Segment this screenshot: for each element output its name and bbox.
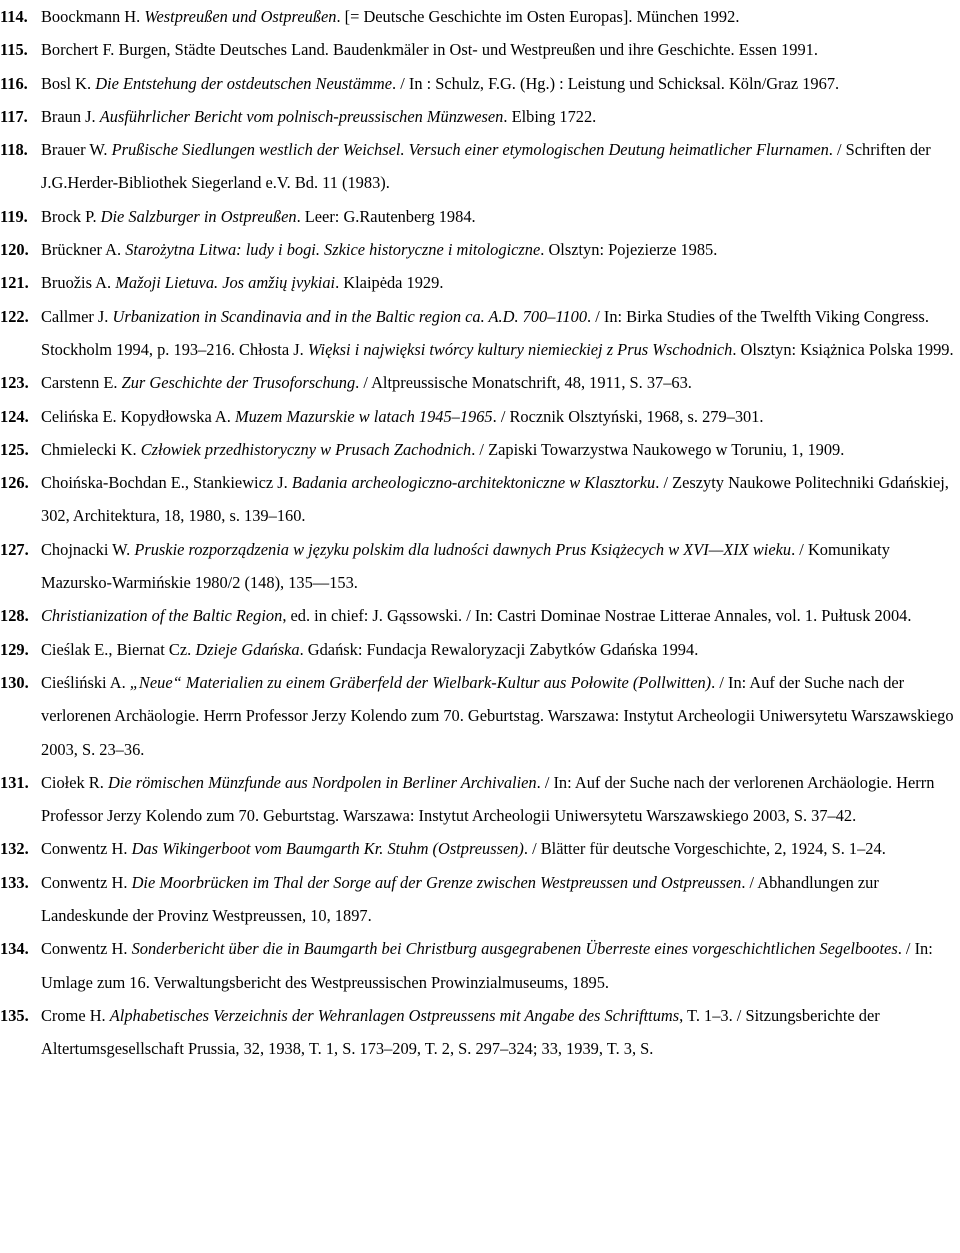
entry-text: Chojnacki W.	[41, 539, 135, 559]
entry-title: Człowiek przedhistoryczny w Prusach Zachodnich	[140, 439, 472, 459]
entry-text: . Olsztyn: Pojezierze 1985.	[540, 240, 718, 260]
bibliography-entry	[0, 266, 960, 299]
entry-text: . Elbing 1722.	[503, 106, 597, 126]
entry-number: 122.	[0, 306, 29, 326]
entry-number: 130.	[0, 672, 29, 692]
entry-text: Brock P.	[41, 206, 101, 226]
entry-text: . / In : Schulz, F.G. (Hg.) : Leistung und Schicksal. Köln/Graz 1967.	[392, 73, 840, 93]
entry-text: Conwentz H.	[41, 872, 132, 892]
entry-number: 120.	[0, 240, 29, 260]
entry-text: , ed. in chief: J. Gąssowski. / In: Castri Dominae Nostrae Litterae Annales, vol. 1. Pułtusk 2004.	[282, 606, 912, 626]
entry-title: Westpreußen und Ostpreußen	[144, 7, 337, 26]
bibliography-entry	[0, 100, 960, 133]
entry-number: 127.	[0, 539, 29, 559]
entry-text: Conwentz H.	[41, 939, 132, 959]
entry-title: Das Wikingerboot vom Baumgarth Kr. Stuhm (Ostpreussen)	[131, 839, 524, 859]
entry-number: 132.	[0, 839, 29, 859]
bibliography-entry	[0, 633, 960, 666]
entry-text: Crome H.	[41, 1005, 110, 1025]
bibliography-entry	[0, 400, 960, 433]
entry-title: Starożytna Litwa: ludy i bogi. Szkice historyczne i mitologiczne	[125, 240, 541, 260]
entry-title: Alphabetisches Verzeichnis der Wehranlagen Ostpreussens mit Angabe des Schrifttums	[109, 1005, 680, 1025]
entry-number: 119.	[0, 206, 28, 226]
entry-title: Prußische Siedlungen westlich der Weichsel. Versuch einer etymologischen Deutung heimatlicher Flurnamen	[111, 140, 829, 160]
entry-text: Bruožis A.	[41, 273, 116, 293]
entry-text: . / In: Umlage zum 16. Verwaltungsbericht des Westpreussischen Prowinzialmuseums, 1895.	[41, 939, 933, 992]
entry-text: Carstenn E.	[41, 373, 122, 393]
bibliography-entry	[0, 999, 960, 1066]
entry-title: Die Salzburger in Ostpreußen	[100, 206, 297, 226]
bibliography-entry	[0, 133, 960, 200]
bibliography-entry	[0, 666, 960, 766]
entry-title: Christianization of the Baltic Region	[41, 606, 283, 626]
bibliography-entry	[0, 300, 960, 367]
entry-text: Choińska-Bochdan E., Stankiewicz J.	[41, 473, 292, 493]
entry-text: . Klaipėda 1929.	[335, 273, 444, 293]
entry-text: Ciołek R.	[41, 772, 108, 792]
bibliography-entry	[0, 366, 960, 399]
bibliography-entry	[0, 466, 960, 533]
entry-number: 131.	[0, 772, 29, 792]
entry-text: Celińska E. Kopydłowska A.	[41, 406, 235, 426]
entry-text: . [= Deutsche Geschichte im Osten Europas]. München 1992.	[336, 7, 740, 26]
entry-number: 129.	[0, 639, 29, 659]
entry-text: . / Rocznik Olsztyński, 1968, s. 279–301.	[492, 406, 764, 426]
bibliography-entry	[0, 433, 960, 466]
entry-text: Braun J.	[41, 106, 100, 126]
entry-number: 135.	[0, 1005, 29, 1025]
entry-text: Brauer W.	[41, 140, 112, 160]
entry-title: Mažoji Lietuva. Jos amžių įvykiai	[115, 273, 336, 293]
entry-title: Die römischen Münzfunde aus Nordpolen in Berliner Archivalien	[107, 772, 537, 792]
entry-number: 118.	[0, 140, 28, 160]
entry-text: . / Zeszyty Naukowe Politechniki Gdańskiej, 302, Architektura, 18, 1980, s. 139–160.	[41, 473, 949, 526]
entry-text: Cieślak E., Biernat Cz.	[41, 639, 196, 659]
entry-text: . / Schriften der J.G.Herder-Bibliothek Siegerland e.V. Bd. 11 (1983).	[41, 140, 931, 193]
bibliography-entry	[0, 0, 960, 33]
entry-number: 124.	[0, 406, 29, 426]
bibliography-entry	[0, 533, 960, 600]
bibliography-entry	[0, 766, 960, 833]
entry-number: 117.	[0, 106, 28, 126]
entry-title: Sonderbericht über die in Baumgarth bei Christburg ausgegrabenen Überreste eines vorgeschichtlichen Segelbootes	[131, 939, 898, 959]
entry-title: Die Entstehung der ostdeutschen Neustämme	[95, 73, 393, 93]
entry-text: . / Abhandlungen zur Landeskunde der Provinz Westpreussen, 10, 1897.	[41, 872, 879, 926]
entry-number: 133.	[0, 872, 29, 892]
entry-text: . / Komunikaty Mazursko-Warmińskie 1980/2 (148), 135—153.	[41, 539, 890, 593]
entry-number: 123.	[0, 373, 29, 393]
bibliography-entry	[0, 832, 960, 865]
entry-text: . / Zapiski Towarzystwa Naukowego w Toruniu, 1, 1909.	[471, 439, 845, 459]
entry-title: Die Moorbrücken im Thal der Sorge auf der Grenze zwischen Westpreussen und Ostpreussen	[131, 872, 742, 892]
entry-text: . Olsztyn: Książnica Polska 1999.	[732, 339, 954, 359]
entry-text: Boockmann H.	[41, 7, 145, 26]
entry-text: Brückner A.	[41, 240, 126, 260]
entry-number: 134.	[0, 939, 29, 959]
entry-number: 116.	[0, 73, 28, 93]
bibliography-entry	[0, 200, 960, 233]
entry-text: . Gdańsk: Fundacja Rewaloryzacji Zabytków Gdańska 1994.	[299, 639, 699, 659]
entry-number: 128.	[0, 606, 29, 626]
entry-text: , T. 1–3. / Sitzungsberichte der Altertumsgesellschaft Prussia, 32, 1938, T. 1, S. 173–209, T. 2, S. 297–324; 33, 1939, T. 3, S.	[41, 1005, 880, 1059]
entry-text: Borchert F. Burgen, Städte Deutsches Land. Baudenkmäler in Ost- und Westpreußen und ihre Geschichte. Essen 1991.	[41, 40, 818, 60]
entry-text: Cieśliński A.	[41, 672, 130, 692]
entry-title: Więksi i najwięksi twórcy kultury niemieckiej z Prus Wschodnich	[307, 339, 733, 359]
entry-text: . Leer: G.Rautenberg 1984.	[296, 206, 476, 226]
entry-text: . / In: Auf der Suche nach der verlorenen Archäologie. Herrn Professor Jerzy Kolendo zum 70. Geburtstag. Warszawa: Instytut Archeologii Uniwersytetu Warszawskiego 2003, S. 37–42.	[41, 772, 935, 826]
entry-title: Dzieje Gdańska	[195, 639, 300, 659]
entry-text: . / In: Auf der Suche nach der verlorenen Archäologie. Herrn Professor Jerzy Kolendo zum 70. Geburtstag. Warszawa: Instytut Archeologii Uniwersytetu Warszawskiego 2003, S. 23–36.	[41, 672, 954, 759]
entry-title: Urbanization in Scandinavia and in the Baltic region ca. A.D. 700–1100	[112, 306, 588, 326]
bibliography-entry	[0, 599, 960, 632]
entry-text: . / In: Birka Studies of the Twelfth Viking Congress. Stockholm 1994, p. 193–216. Chłosta J.	[41, 306, 929, 359]
bibliography-entry	[0, 67, 960, 100]
entry-number: 125.	[0, 439, 29, 459]
bibliography-entry	[0, 932, 960, 999]
entry-text: Conwentz H.	[41, 839, 132, 859]
entry-text: Callmer J.	[41, 306, 113, 326]
entry-title: „Neue“ Materialien zu einem Gräberfeld der Wielbark-Kultur aus Połowite (Pollwitten)	[129, 672, 712, 692]
bibliography-entry	[0, 33, 960, 66]
bibliography-entry	[0, 866, 960, 933]
bibliography-entry	[0, 233, 960, 266]
entry-text: . / Altpreussische Monatschrift, 48, 1911, S. 37–63.	[355, 373, 692, 393]
entry-number: 114.	[0, 7, 28, 26]
entry-title: Muzem Mazurskie w latach 1945–1965	[234, 406, 493, 426]
entry-title: Badania archeologiczno-architektoniczne w Klasztorku	[291, 473, 656, 493]
entry-text: . / Blätter für deutsche Vorgeschichte, 2, 1924, S. 1–24.	[523, 839, 886, 859]
entry-title: Zur Geschichte der Trusoforschung	[121, 373, 356, 393]
entry-title: Ausführlicher Bericht vom polnisch-preussischen Münzwesen	[99, 106, 504, 126]
entry-title: Pruskie rozporządzenia w języku polskim dla ludności dawnych Prus Książecych w XVI—XIX wieku	[134, 539, 792, 559]
entry-number: 126.	[0, 473, 29, 493]
entry-number: 115.	[0, 40, 28, 60]
entry-text: Bosl K.	[41, 73, 96, 93]
entry-text: Chmielecki K.	[41, 439, 141, 459]
entry-number: 121.	[0, 273, 29, 293]
